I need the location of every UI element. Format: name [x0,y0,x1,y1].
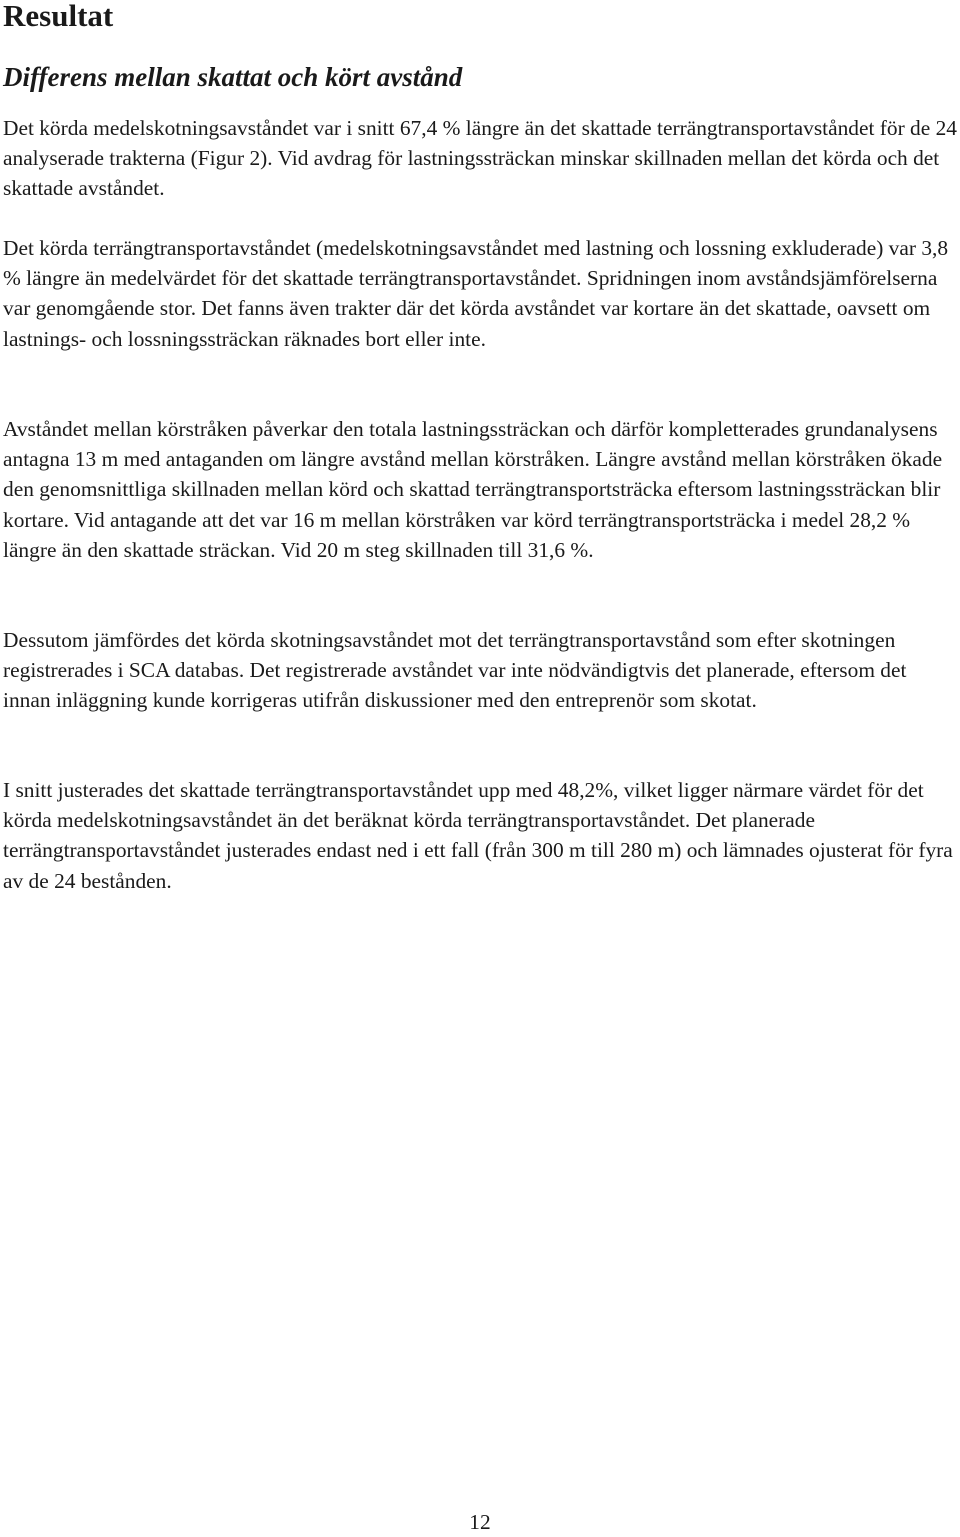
paragraph: Dessutom jämfördes det körda skotningsavståndet mot det terrängtransportavstånd som efter skotningen registrerades i SCA databas. Det registrerade avståndet var inte nödvändigtvis det planerade, eftersom det innan inläggning kunde korrigeras utifrån diskussioner med den entreprenör som skotat. [3,628,907,713]
paragraph: Det körda medelskotningsavståndet var i snitt 67,4 % längre än det skattade terrängtransportavståndet för de 24 analyserade trakterna (Figur 2). Vid avdrag för lastningssträckan minskar skillnaden mellan det körda och det skattade avståndet. [3,116,957,201]
subsection-title: Differens mellan skattat och kört avstånd [3,62,463,92]
page-number: 12 [469,1510,491,1534]
section-title: Resultat [3,0,114,33]
paragraph: Det körda terrängtransportavståndet (medelskotningsavståndet med lastning och lossning exkluderade) var 3,8 % längre än medelvärdet för det skattade terrängtransportavståndet. Spridningen inom avståndsjämförelserna var genomgående stor. Det fanns även trakter där det körda avståndet var kortare än det skattade, oavsett om lastnings- och lossningssträckan räknades bort eller inte. [3,236,949,351]
paragraph: I snitt justerades det skattade terrängtransportavståndet upp med 48,2%, vilket ligger närmare värdet för det körda medelskotningsavståndet än det beräknat körda terrängtransportavståndet. Det planerade terrängtransportavståndet justerades endast ned i ett fall (från 300 m till 280 m) och lämnades ojusterat för fyra av de 24 bestånden. [3,778,953,893]
paragraph: Avståndet mellan körstråken påverkar den totala lastningssträckan och därför kompletterades grundanalysens antagna 13 m med antaganden om längre avstånd mellan körstråken. Längre avstånd mellan körstråken ökade den genomsnittliga skillnaden mellan körd och skattad terrängtransportsträcka eftersom lastningssträckan blir kortare. Vid antagande att det var 16 m mellan körstråken var körd terrängtransportsträcka i medel 28,2 % längre än den skattade sträckan. Vid 20 m steg skillnaden till 31,6 %. [3,417,943,562]
